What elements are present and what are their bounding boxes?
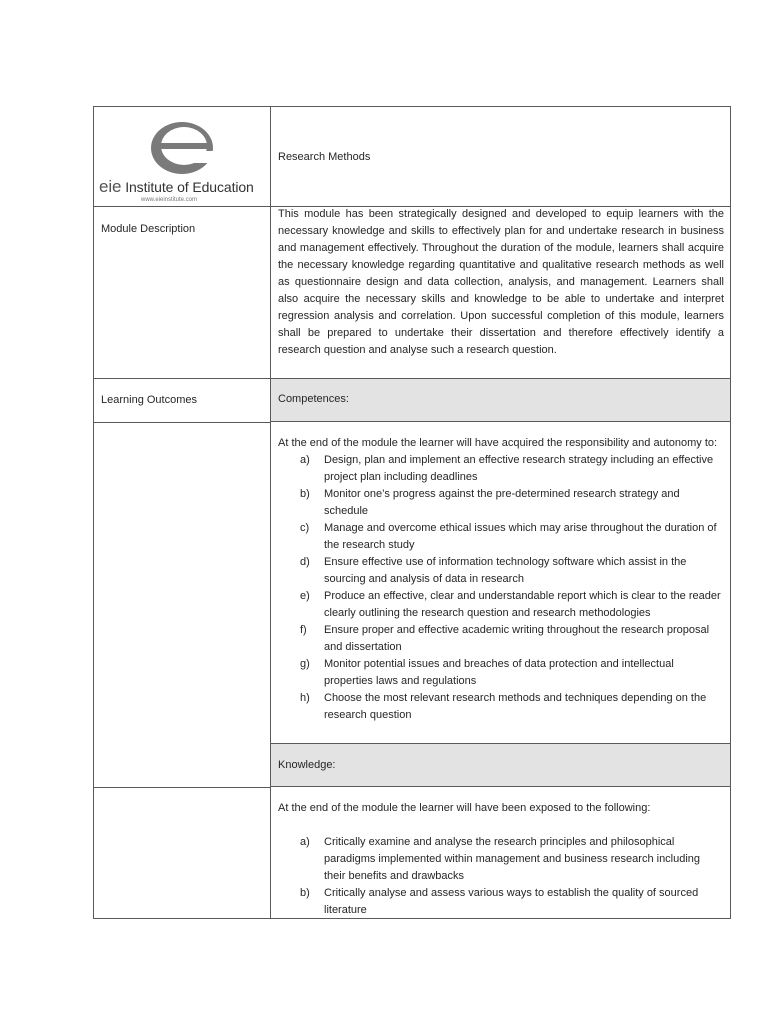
module-title: Research Methods [278,151,371,163]
list-item: e) Produce an effective, clear and understandable report which is clear to the reader clearly outlining the research question and research methodologies [300,590,721,619]
module-description-text: This module has been strategically designed and developed to equip learners with the necessary knowledge and skills to effectively plan for and undertake research in business and management effectively. Throughout the duration of the module, learners shall acquire the necessary knowledge regarding quantitative and qualitative research methods as well as questionnaire design and data collection, analysis, and management. Learners shall also acquire the necessary skills and knowledge to be able to undertake and interpret regression analysis and correlation. Upon successful completion of this module, learners shall be prepared to undertake their dissertation and therefore effectively identify a research question and analyse such a research question. [278,208,724,356]
row-divider [271,421,730,422]
list-item: c) Manage and overcome ethical issues which may arise throughout the duration of the research study [300,522,717,551]
module-description-label: Module Description [101,223,196,235]
list-item: a) Critically examine and analyse the research principles and philosophical paradigms implemented within management and business research including their benefits and drawbacks [300,836,701,882]
list-item: a) Design, plan and implement an effective research strategy including an effective project plan including deadlines [300,454,714,483]
institute-logo [94,107,270,207]
knowledge-body [278,800,724,919]
logo-url: www.eieinstitute.com [141,197,198,203]
list-item: b) Critically analyse and assess various ways to establish the quality of sourced literature [300,887,699,916]
logo-e-icon [94,107,270,179]
row-divider [94,787,271,788]
list-item: b) Monitor one’s progress against the pre-determined research strategy and schedule [300,488,680,517]
knowledge-intro: At the end of the module the learner will have been exposed to the following: [278,802,651,814]
list-item: h) Choose the most relevant research methods and techniques depending on the research question [300,692,707,721]
knowledge-header-cell [271,744,730,786]
logo-institute-name: Institute of Education [125,179,254,195]
competences-body [278,435,724,724]
competences-intro: At the end of the module the learner will have acquired the responsibility and autonomy to: [278,437,718,449]
row-divider [94,422,271,423]
logo-prefix: eie [99,177,122,196]
list-item: g) Monitor potential issues and breaches of data protection and intellectual properties laws and regulations [300,658,674,687]
competences-heading: Competences: [278,393,349,405]
learning-outcomes-label: Learning Outcomes [101,394,197,406]
list-item: f) Ensure proper and effective academic writing throughout the research proposal and dissertation [300,624,710,653]
logo-name [99,179,254,195]
list-item: d) Ensure effective use of information technology software which assist in the sourcing and analysis of data in research [300,556,687,585]
competences-list [278,452,724,724]
knowledge-heading: Knowledge: [278,759,336,771]
module-table [93,106,731,919]
knowledge-list [278,834,724,919]
row-divider [271,786,730,787]
